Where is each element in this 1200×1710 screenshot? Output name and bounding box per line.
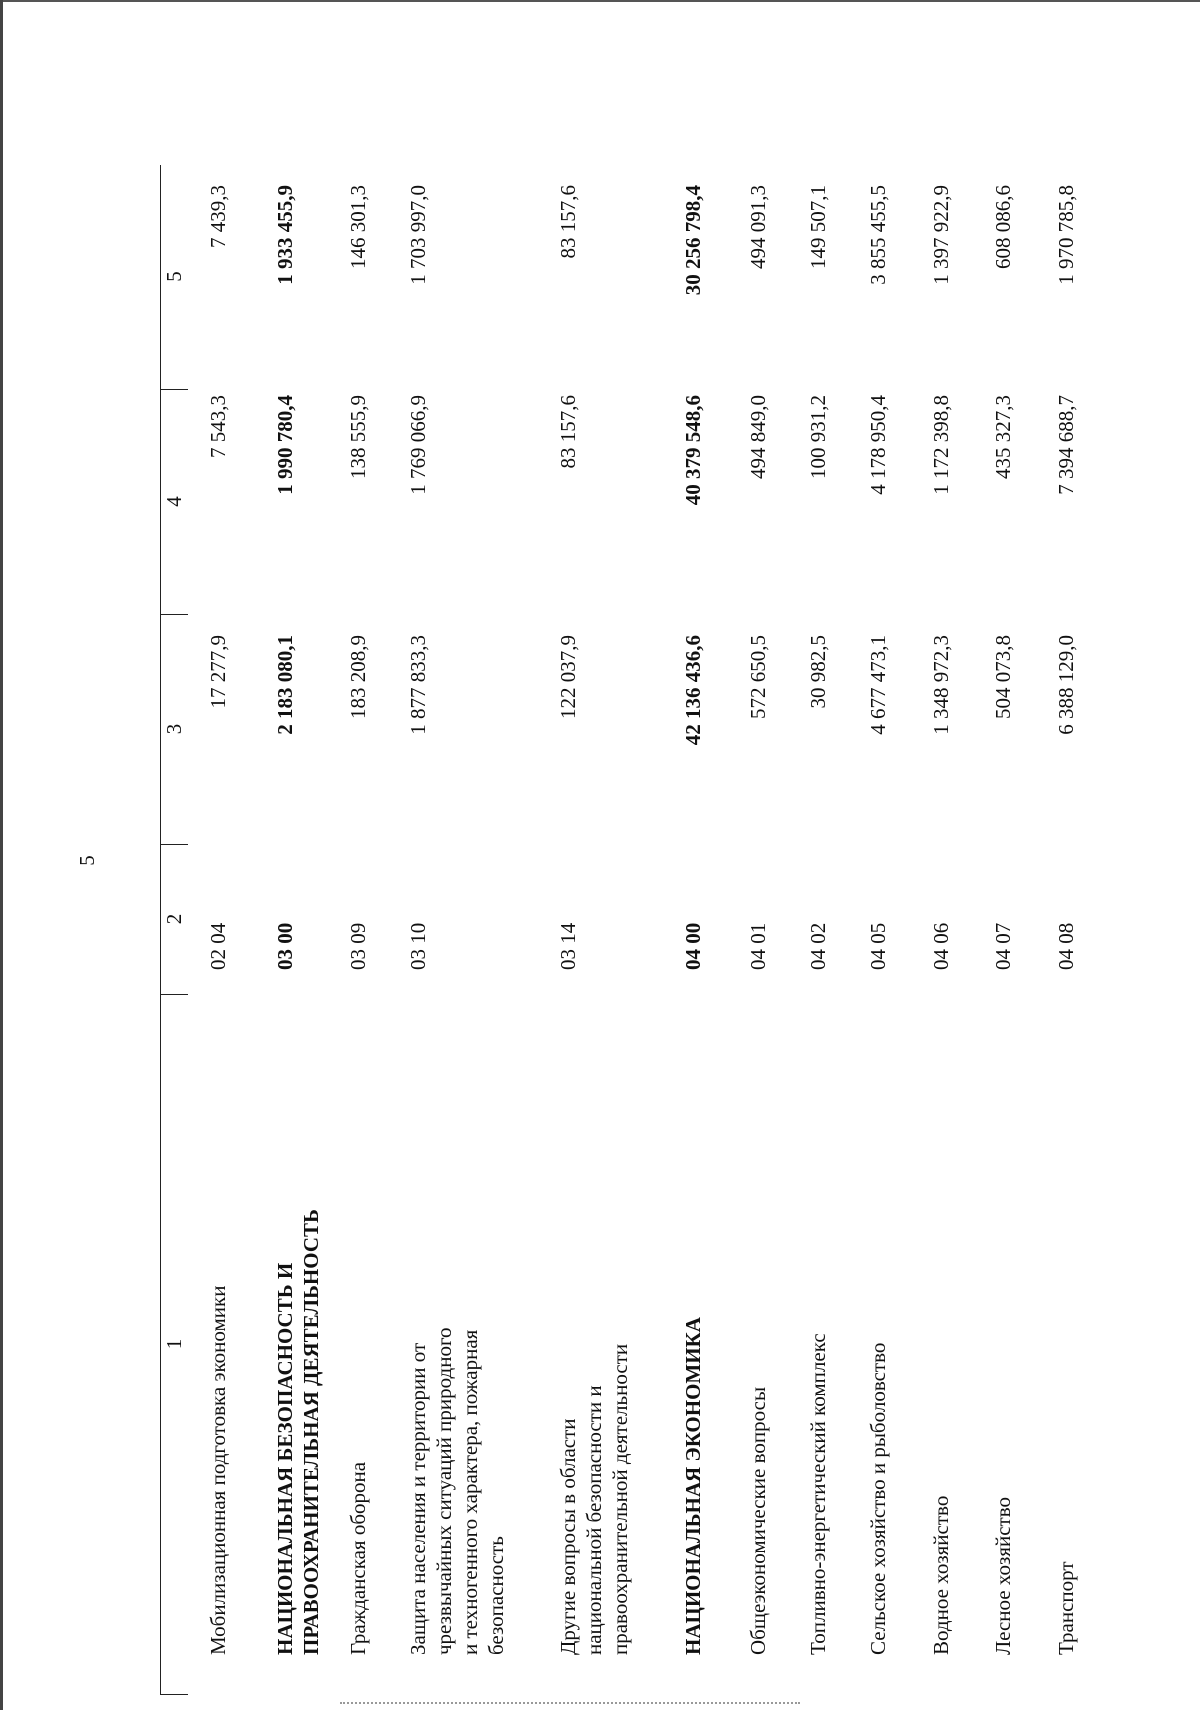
row-value-3: 4 677 473,1	[866, 635, 890, 735]
row-value-5: 1 933 455,9	[273, 185, 297, 285]
row-name: Транспорт	[1054, 1561, 1078, 1655]
row-code: 03 09	[346, 922, 370, 970]
row-value-4: 7 543,3	[206, 395, 230, 458]
scan-edge-top	[0, 0, 1200, 2]
row-name: Общеэкономические вопросы	[746, 1386, 770, 1655]
row-value-5: 494 091,3	[746, 185, 770, 269]
column-header-1: 1	[160, 994, 188, 1695]
row-code: 04 08	[1054, 922, 1078, 970]
row-name: НАЦИОНАЛЬНАЯ ЭКОНОМИКА	[681, 1317, 705, 1655]
row-value-3: 1 877 833,3	[406, 635, 430, 735]
row-name: Водное хозяйство	[929, 1495, 953, 1655]
row-value-4: 7 394 688,7	[1054, 395, 1078, 495]
row-value-4: 40 379 548,6	[681, 395, 705, 506]
row-name: Лесное хозяйство	[991, 1497, 1015, 1655]
row-value-3: 183 208,9	[346, 635, 370, 719]
row-value-4: 1 172 398,8	[929, 395, 953, 495]
row-value-3: 122 037,9	[556, 635, 580, 719]
column-header-2: 2	[160, 844, 188, 995]
row-value-3: 2 183 080,1	[273, 635, 297, 735]
row-name: Топливно-энергетический комплекс	[806, 1333, 830, 1655]
row-value-3: 504 073,8	[991, 635, 1015, 719]
row-code: 03 00	[273, 922, 297, 970]
row-value-4: 4 178 950,4	[866, 395, 890, 495]
row-value-5: 608 086,6	[991, 185, 1015, 269]
row-value-4: 1 990 780,4	[273, 395, 297, 495]
row-code: 04 07	[991, 922, 1015, 970]
row-name: Защита населения и территории от чрезвычайных ситуаций природного и техногенного характера, пожарная безопасность	[406, 1327, 508, 1655]
row-name: Мобилизационная подготовка экономики	[206, 1285, 230, 1655]
row-code: 04 05	[866, 922, 890, 970]
row-value-3: 1 348 972,3	[929, 635, 953, 735]
row-value-4: 83 157,6	[556, 395, 580, 469]
row-name: Другие вопросы в области национальной безопасности и правоохранительной деятельности	[556, 1343, 632, 1655]
row-value-4: 435 327,3	[991, 395, 1015, 479]
row-code: 04 02	[806, 922, 830, 970]
row-value-5: 7 439,3	[206, 185, 230, 248]
row-value-5: 1 970 785,8	[1054, 185, 1078, 285]
column-header-3: 3	[160, 614, 188, 845]
row-code: 03 10	[406, 922, 430, 970]
row-value-3: 17 277,9	[206, 635, 230, 709]
row-name: НАЦИОНАЛЬНАЯ БЕЗОПАСНОСТЬ И ПРАВООХРАНИТЕЛЬНАЯ ДЕЯТЕЛЬНОСТЬ	[273, 1209, 323, 1655]
row-value-5: 1 397 922,9	[929, 185, 953, 285]
row-code: 03 14	[556, 922, 580, 970]
scan-edge-left	[0, 0, 3, 1710]
row-code: 04 00	[681, 922, 705, 970]
row-code: 04 06	[929, 922, 953, 970]
row-value-5: 146 301,3	[346, 185, 370, 269]
row-value-3: 6 388 129,0	[1054, 635, 1078, 735]
row-value-4: 494 849,0	[746, 395, 770, 479]
row-value-4: 1 769 066,9	[406, 395, 430, 495]
row-value-4: 138 555,9	[346, 395, 370, 479]
row-value-3: 30 982,5	[806, 635, 830, 709]
row-name: Гражданская оборона	[346, 1461, 370, 1655]
row-value-5: 149 507,1	[806, 185, 830, 269]
row-value-3: 572 650,5	[746, 635, 770, 719]
row-code: 04 01	[746, 922, 770, 970]
row-value-4: 100 931,2	[806, 395, 830, 479]
page-number: 5	[74, 855, 99, 866]
budget-table	[160, 165, 1115, 1695]
column-header-4: 4	[160, 389, 188, 615]
column-header-5: 5	[160, 164, 188, 390]
row-value-5: 30 256 798,4	[681, 185, 705, 296]
row-value-5: 3 855 455,5	[866, 185, 890, 285]
row-value-5: 83 157,6	[556, 185, 580, 259]
row-value-5: 1 703 997,0	[406, 185, 430, 285]
row-name: Сельское хозяйство и рыболовство	[866, 1342, 890, 1655]
row-value-3: 42 136 436,6	[681, 635, 705, 746]
scan-artifact	[340, 1702, 800, 1706]
row-code: 02 04	[206, 922, 230, 970]
